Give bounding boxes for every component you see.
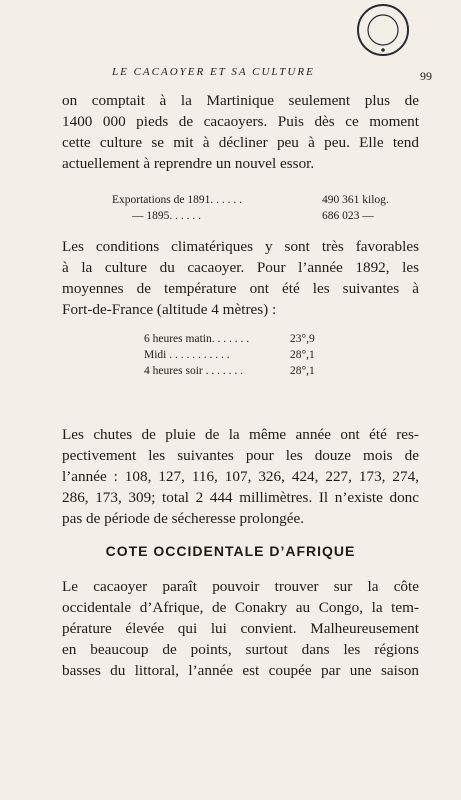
temperature-label: 4 heures soir . . . . . . . [144, 365, 244, 377]
text-line: on comptait à la Martinique seulement plus de [62, 92, 419, 109]
temperature-label: Midi . . . . . . . . . . . [144, 349, 230, 361]
text-line: 1400 000 pieds de cacaoyers. Puis dès ce moment [62, 113, 419, 130]
exports-value: 686 023 — [322, 210, 374, 222]
temperature-row [144, 331, 315, 347]
temperature-table [144, 331, 315, 379]
exports-row [112, 208, 389, 224]
paragraph-4 [62, 576, 419, 681]
text-line: en beaucoup de points, surtout dans les régions [62, 641, 419, 658]
text-line: pas de période de sécheresse prolongée. [62, 510, 305, 527]
section-heading: COTE OCCIDENTALE D’AFRIQUE [105, 543, 356, 559]
temperature-row [144, 363, 315, 379]
exports-label: Exportations de 1891. . . . . . [112, 194, 242, 206]
text-line: Les conditions climatériques y sont très favorables [62, 238, 419, 255]
temperature-value: 28°,1 [290, 365, 315, 377]
temperature-value: 28°,1 [290, 349, 315, 361]
library-stamp [355, 2, 411, 58]
exports-value: 490 361 kilog. [322, 194, 389, 206]
text-line: basses du littoral, l’année est coupée par une saison [62, 662, 419, 679]
text-line: à la culture du cacaoyer. Pour l’année 1892, les [62, 259, 419, 276]
library-stamp-icon [355, 2, 411, 58]
text-line: occidentale d’Afrique, de Conakry au Congo, la tem- [62, 599, 419, 616]
text-line: Le cacaoyer paraît pouvoir trouver sur la côte [62, 578, 419, 595]
exports-table [112, 192, 389, 224]
text-line: pectivement les suivantes pour les douze mois de [62, 447, 419, 464]
paragraph-1 [62, 90, 419, 174]
text-line: actuellement à reprendre un nouvel essor. [62, 155, 315, 172]
temperature-label: 6 heures matin. . . . . . . [144, 333, 250, 345]
temperature-row [144, 347, 315, 363]
text-line: l’année : 108, 127, 116, 107, 326, 424, 227, 173, 274, [62, 468, 419, 485]
text-line: Fort-de-France (altitude 4 mètres) : [62, 301, 277, 318]
paragraph-2 [62, 236, 419, 320]
exports-label: — 1895. . . . . . [132, 210, 201, 222]
text-line: Les chutes de pluie de la même année ont été res- [62, 426, 419, 443]
running-title: LE CACAOYER ET SA CULTURE [112, 66, 315, 78]
text-line: cette culture se mit à décliner peu à peu. Elle tend [62, 134, 419, 151]
text-line: moyennes de température ont été les suivantes à [62, 280, 419, 297]
text-line: pérature élevée qui lui convient. Malheureusement [62, 620, 419, 637]
text-line: 286, 173, 309; total 2 444 millimètres. Il n’existe donc [62, 489, 419, 506]
exports-row [112, 192, 389, 208]
paragraph-3 [62, 424, 419, 529]
page-number: 99 [420, 69, 432, 83]
temperature-value: 23°,9 [290, 333, 315, 345]
